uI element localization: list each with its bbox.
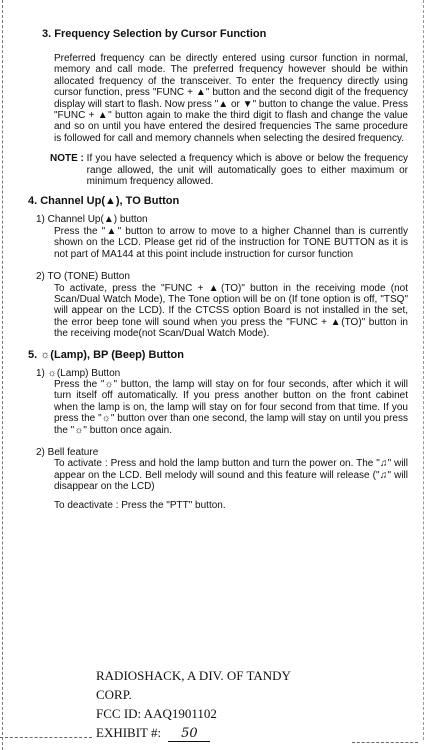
section-3-body: Preferred frequency can be directly entered using cursor function in normal, memory and call mode. The preferred frequency however should be within allocated frequency of the transceiver. To enter the frequency directly using cursor function, press "FUNC + ▲" button and the second digit of the frequency display will start to flash. Now press "▲ or ▼" button to change the value. Press "FUNC + ▲" button again to make the third digit to flash and change the value and so on until you have entered the desired frequencies The same procedure is followed for call and memory channels when selecting the desired frequency. (54, 53, 408, 144)
channel-up-body: Press the "▲" button to arrow to move to a higher Channel than is currently shown on the LCD. Please get rid of the instruction for TONE BUTTON as it is not part of MA144 at this point include instruction for cursor function (54, 225, 408, 260)
section-3-heading: 3. Frequency Selection by Cursor Function (42, 28, 267, 40)
tone-button-body: To activate, press the "FUNC + ▲(TO)" button in the receiving mode (not Scan/Dual Watch Mode), The Tone option will be on (If tone option is off, "TSQ" will appear on the LCD). If the CTCSS option Board is not installed in the set, the error beep tone will sound when you press the "FUNC + ▲(TO)" button in the receiving mode(not Scan/Dual Watch Mode). (54, 282, 408, 340)
note-text: If you have selected a frequency which is above or below the frequency range allowed, the unit will automatically goes to either maximum or minimum frequency allowed. (86, 153, 408, 188)
exhibit-line (96, 723, 291, 742)
manual-content (28, 28, 414, 511)
channel-up-title: 1) Channel Up(▲) button (36, 214, 148, 226)
section-4-item-1 (34, 214, 414, 260)
section-5-item-2 (34, 447, 414, 511)
company-name-line1: RADIOSHACK, A DIV. OF TANDY (96, 668, 291, 683)
fcc-signature-block (96, 666, 291, 742)
exhibit-label: EXHIBIT #: (96, 725, 162, 740)
exhibit-number: 50 (168, 727, 210, 742)
bell-feature-title: 2) Bell feature (36, 446, 99, 458)
right-cut-line (423, 0, 424, 740)
section-5-item-1 (34, 368, 414, 436)
section-5-heading: 5. ☼(Lamp), BP (Beep) Button (28, 348, 184, 361)
note-label: NOTE : (50, 153, 87, 165)
bell-deactivate-text: To deactivate : Press the "PTT" button. (54, 499, 226, 511)
bottom-left-cut-line (0, 737, 92, 738)
bottom-right-cut-line (352, 742, 418, 743)
section-3-note (50, 153, 408, 187)
left-cut-line (2, 0, 3, 750)
fcc-id: FCC ID: AAQ1901102 (96, 706, 217, 721)
lamp-button-title: 1) ☼(Lamp) Button (36, 367, 121, 379)
section-4-heading: 4. Channel Up(▲), TO Button (28, 195, 180, 208)
section-4-item-2 (34, 271, 414, 339)
bell-feature-body: To activate : Press and hold the lamp button and turn the power on. The "♫" will appear on the LCD. Bell melody will sound and this feature will release ("♫" will disappear on the LCD) (54, 458, 408, 493)
company-name-line2: CORP. (96, 687, 132, 702)
tone-button-title: 2) TO (TONE) Button (36, 271, 130, 283)
lamp-button-body: Press the "☼" button, the lamp will stay on for four seconds, after which it will turn itself off automatically. If you press another button on the front cabinet when the lamp is on, the lamp will stay on for four second from that time. If you press the "☼" button over than one second, the lamp will stay on until you press the "☼" button once again. (54, 378, 408, 436)
